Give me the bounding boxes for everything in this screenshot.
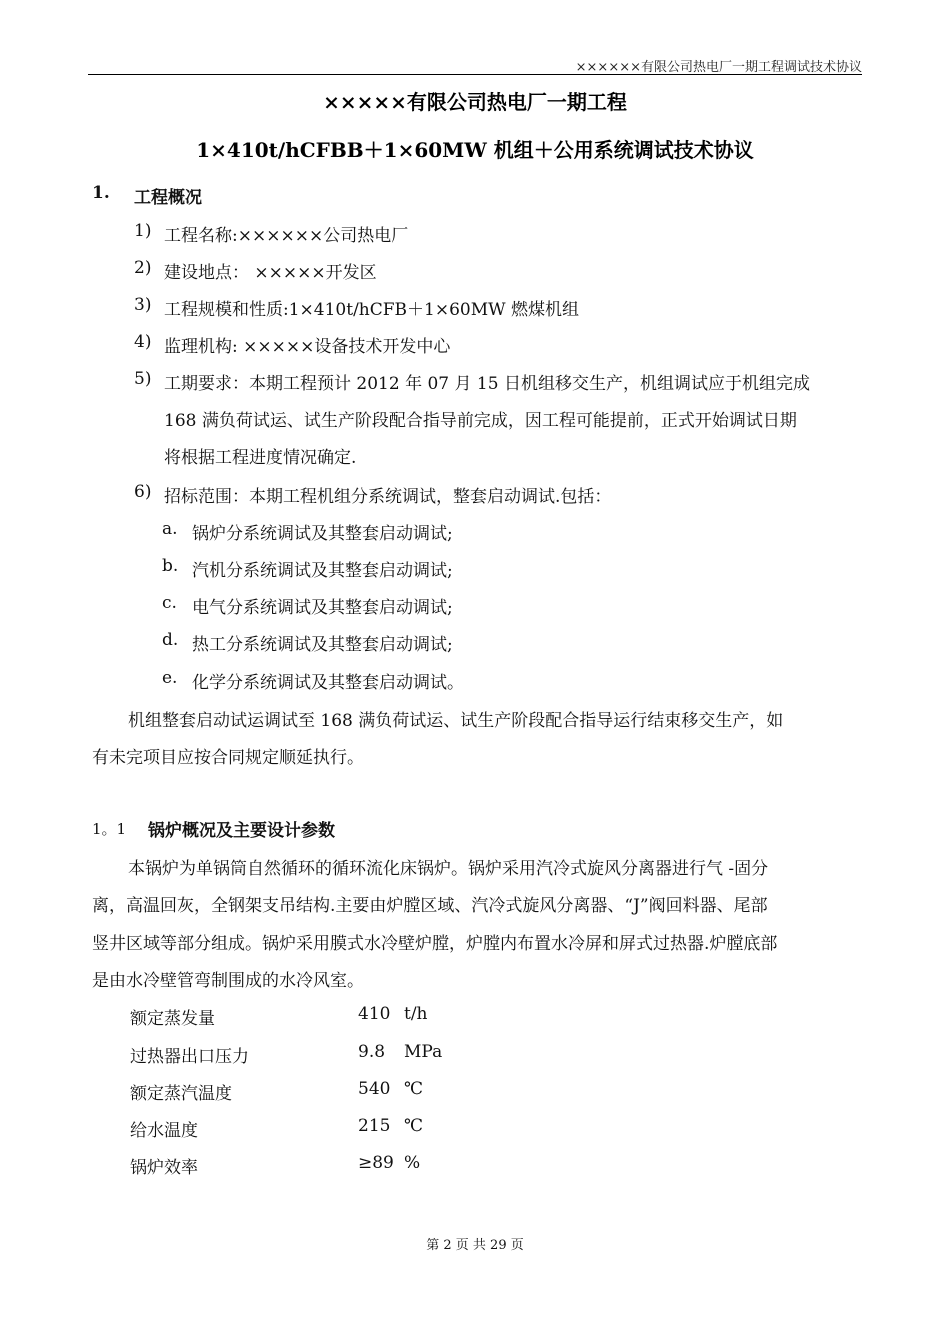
sub-item-letter: d. — [162, 630, 179, 650]
section-heading: 工程概况 — [134, 188, 202, 208]
subsection-number: 1。1 — [92, 820, 127, 838]
list-item-number: 6) — [134, 482, 152, 502]
paragraph-line: 本锅炉为单锅筒自然循环的循环流化床锅炉。锅炉采用汽冷式旋风分离器进行气 -固分 — [128, 859, 769, 879]
list-item: 建设地点： ×××××开发区 — [164, 263, 377, 283]
sub-item: 锅炉分系统调试及其整套启动调试; — [192, 524, 453, 544]
parameter-unit: % — [404, 1153, 421, 1173]
list-item: 工程规模和性质:1×410t/hCFB＋1×60MW 燃煤机组 — [164, 300, 580, 320]
sub-item: 汽机分系统调试及其整套启动调试; — [192, 561, 453, 581]
closing-paragraph-line: 机组整套启动试运调试至 168 满负荷试运、试生产阶段配合指导运行结束移交生产，如 — [128, 711, 784, 731]
parameter-value: ≥89 — [358, 1153, 394, 1173]
list-item-number: 1) — [134, 221, 152, 241]
sub-item-letter: b. — [162, 556, 179, 576]
sub-item: 电气分系统调试及其整套启动调试; — [192, 598, 453, 618]
paragraph-line: 是由水冷壁管弯制围成的水冷风室。 — [92, 971, 364, 991]
list-item-continuation: 168 满负荷试运、试生产阶段配合指导前完成，因工程可能提前，正式开始调试日期 — [164, 411, 797, 431]
list-item: 工程名称:××××××公司热电厂 — [164, 226, 409, 246]
header-divider — [88, 74, 862, 75]
sub-item: 化学分系统调试及其整套启动调试。 — [192, 673, 464, 693]
paragraph-line: 竖井区域等部分组成。锅炉采用膜式水冷壁炉膛，炉膛内布置水冷屏和屏式过热器.炉膛底部 — [92, 934, 778, 954]
closing-paragraph-line: 有未完项目应按合同规定顺延执行。 — [92, 748, 364, 768]
list-item: 监理机构: ×××××设备技术开发中心 — [164, 337, 451, 357]
document-title-line2: 1×410t/hCFBB＋1×60MW 机组＋公用系统调试技术协议 — [196, 138, 754, 162]
sub-item-letter: a. — [162, 519, 178, 539]
subsection-heading: 锅炉概况及主要设计参数 — [148, 821, 335, 841]
parameter-unit: MPa — [404, 1042, 443, 1062]
document-title-line1: ×××××有限公司热电厂一期工程 — [323, 90, 627, 114]
parameter-value: 215 — [358, 1116, 391, 1136]
section-number: 1. — [92, 183, 110, 203]
parameter-unit: ℃ — [404, 1116, 424, 1136]
sub-item: 热工分系统调试及其整套启动调试; — [192, 635, 453, 655]
list-item-number: 5) — [134, 369, 152, 389]
parameter-name: 锅炉效率 — [130, 1158, 198, 1178]
parameter-value: 410 — [358, 1004, 391, 1024]
list-item: 招标范围：本期工程机组分系统调试，整套启动调试.包括： — [164, 487, 612, 507]
list-item-number: 3) — [134, 295, 152, 315]
sub-item-letter: e. — [162, 668, 178, 688]
list-item-continuation: 将根据工程进度情况确定. — [164, 448, 357, 468]
parameter-name: 给水温度 — [130, 1121, 198, 1141]
list-item-number: 2) — [134, 258, 152, 278]
parameter-value: 540 — [358, 1079, 391, 1099]
parameter-name: 额定蒸发量 — [130, 1009, 215, 1029]
running-header: ××××××有限公司热电厂一期工程调试技术协议 — [575, 60, 862, 75]
paragraph-line: 离，高温回灰，全钢架支吊结构.主要由炉膛区域、汽冷式旋风分离器、“J”阀回料器、尾部 — [92, 896, 768, 916]
parameter-unit: t/h — [404, 1004, 428, 1024]
list-item: 工期要求：本期工程预计 2012 年 07 月 15 日机组移交生产，机组调试应于机组完成 — [164, 374, 810, 394]
parameter-value: 9.8 — [358, 1042, 386, 1062]
parameter-name: 额定蒸汽温度 — [130, 1084, 232, 1104]
parameter-name: 过热器出口压力 — [130, 1047, 249, 1067]
page-number: 第 2 页 共 29 页 — [426, 1238, 524, 1253]
parameter-unit: ℃ — [404, 1079, 424, 1099]
list-item-number: 4) — [134, 332, 152, 352]
sub-item-letter: c. — [162, 593, 177, 613]
